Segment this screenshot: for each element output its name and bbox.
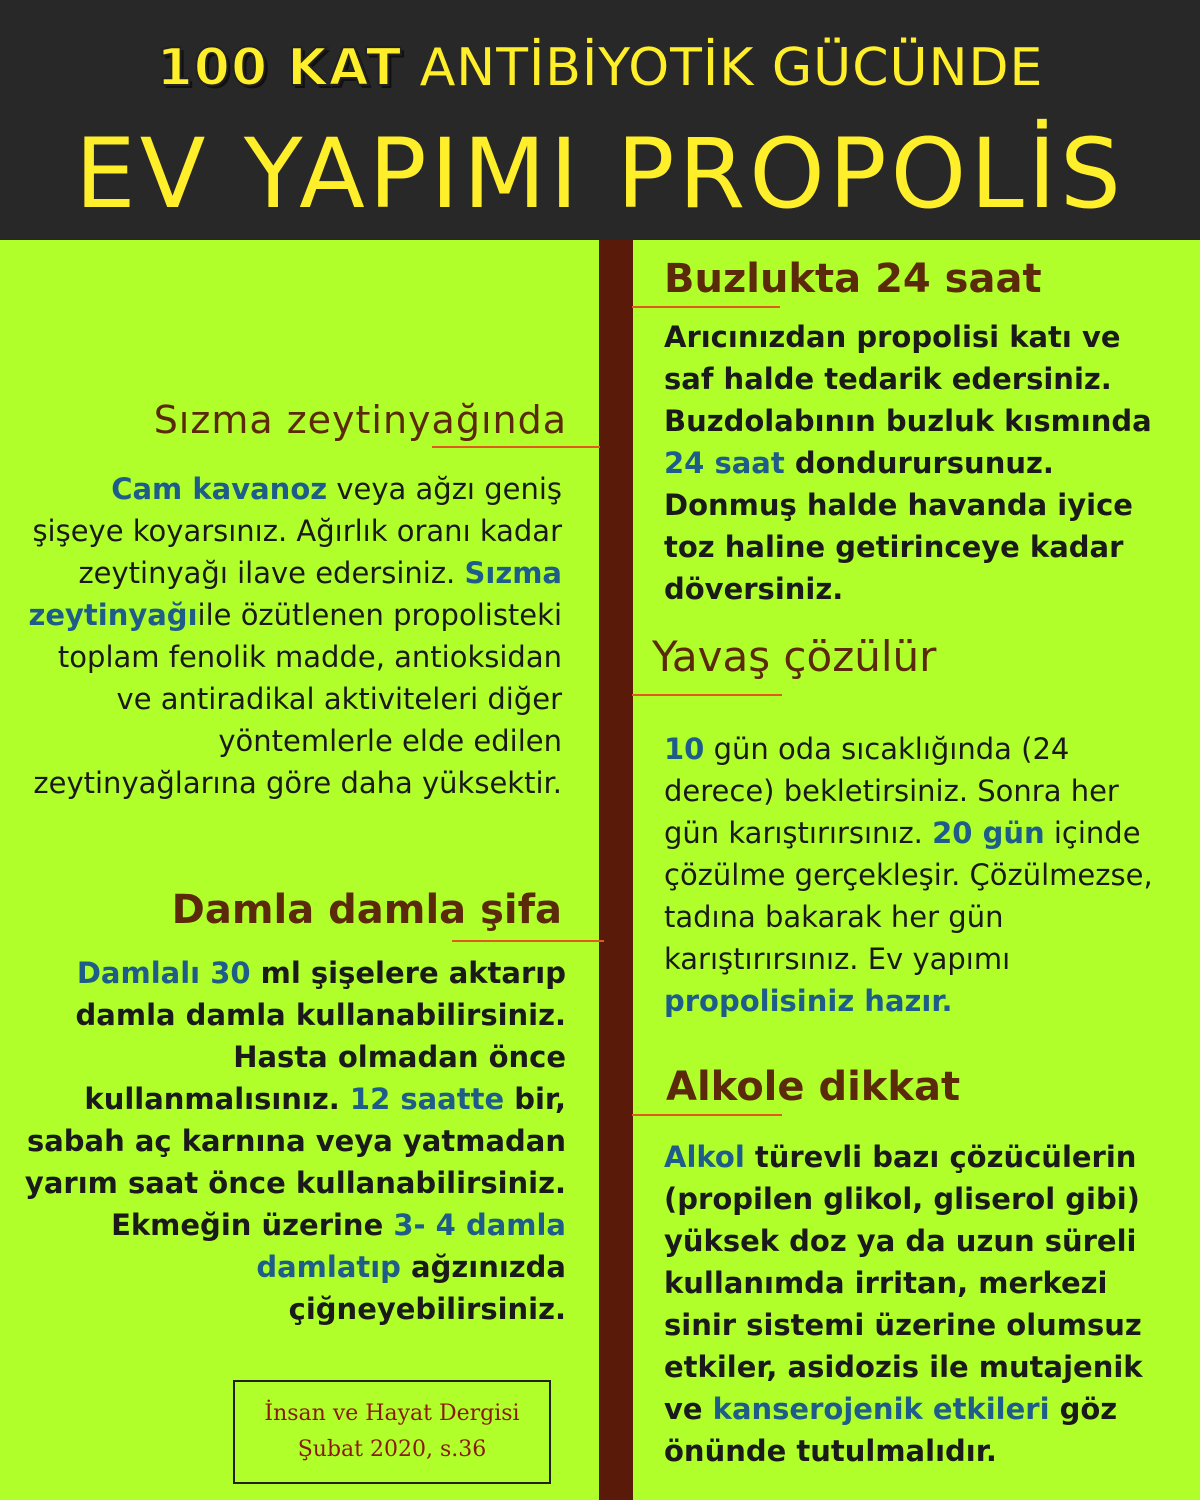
heading-sizma: Sızma zeytinyağında [153,398,567,442]
heading-buzlukta: Buzlukta 24 saat [664,256,1042,302]
page-title: EV YAPIMI PROPOLİS [75,118,1125,230]
text-yavas-1: gün oda sıcaklığında (24 derece) bekletirsiniz. Sonra her gün karıştırırsınız. [664,732,1119,850]
para-buzlukta [664,316,1174,610]
text-yavas-2: içinde çözülme gerçekleşir. Çözülmezse, tadına bakarak her gün karıştırırsınız. Ev yapımı [664,816,1153,976]
hl-propolisiniz-hazir: propolisiniz hazır. [664,984,953,1018]
text-damla-1: ml şişelere aktarıp damla damla kullanabilirsiniz. Hasta olmadan önce kullanmalısınız. [75,956,566,1116]
heading-damla: Damla damla şifa [171,887,562,933]
hl-alkol: Alkol [664,1140,745,1174]
text-alkole-2: göz önünde tutulmalıdır. [664,1392,1118,1468]
rule-alkole [632,1114,782,1116]
para-alkole [664,1136,1174,1472]
hl-24-saat: 24 saat [664,446,785,480]
credit-line-2: Şubat 2020, s.36 [297,1437,487,1462]
hl-damlali-30: Damlalı 30 [76,956,251,990]
rule-yavas [632,694,782,696]
text-damla-3: ağzınızda çiğneyebilirsiniz. [288,1250,566,1326]
hl-10: 10 [664,732,705,766]
para-yavas [664,728,1174,1022]
rule-buzlukta [632,306,780,308]
heading-alkole: Alkole dikkat [666,1064,961,1110]
rule-damla [452,940,604,942]
hl-sizma-zeytinyagi: Sızma zeytinyağı [28,556,562,632]
para-sizma [14,468,562,804]
credit-box [233,1380,551,1484]
header-banner [0,0,1200,240]
hl-cam-kavanoz: Cam kavanoz [111,472,328,506]
para-damla [8,952,566,1330]
credit-line-1: İnsan ve Hayat Dergisi [264,1401,520,1426]
hl-3-4-damla: 3- 4 damla damlatıp [256,1208,566,1284]
header-rest: ANTİBİYOTİK GÜCÜNDE [402,38,1044,98]
rule-sizma [432,446,600,448]
text-damla-2: bir, sabah aç karnına veya yatmadan yarım saat önce kullanabilirsiniz. Ekmeğin üzerine [24,1082,566,1242]
heading-yavas: Yavaş çözülür [652,632,937,681]
hl-12-saatte: 12 saatte [349,1082,505,1116]
text-buzlukta-2: dondurursunuz. Donmuş halde havanda iyice toz haline getirinceye kadar döversiniz. [664,446,1133,606]
hl-20-gun: 20 gün [932,816,1045,850]
center-divider [599,240,633,1500]
text-buzlukta-1: Arıcınızdan propolisi katı ve saf halde tedarik edersiniz. Buzdolabının buzluk kısmında [664,320,1152,438]
header-strong: 100 KAT [156,38,403,98]
text-sizma-2: ile özütlenen propolisteki toplam fenolik madde, antioksidan ve antiradikal aktiviteleri diğer yöntemlerle elde edilen zeytinyağlarına göre daha yüksektir. [33,598,562,800]
text-sizma-1: veya ağzı geniş şişeye koyarsınız. Ağırlık oranı kadar zeytinyağı ilave edersiniz. [32,472,562,590]
hl-kanserojenik: kanserojenik etkileri [712,1392,1050,1426]
header-subtitle [0,38,1200,98]
text-alkole-1: türevli bazı çözücülerin (propilen glikol, gliserol gibi) yüksek doz ya da uzun süreli kullanımda irritan, merkezi sinir sistemi üzerine olumsuz etkiler, asidozis ile mutajenik ve [664,1140,1143,1426]
